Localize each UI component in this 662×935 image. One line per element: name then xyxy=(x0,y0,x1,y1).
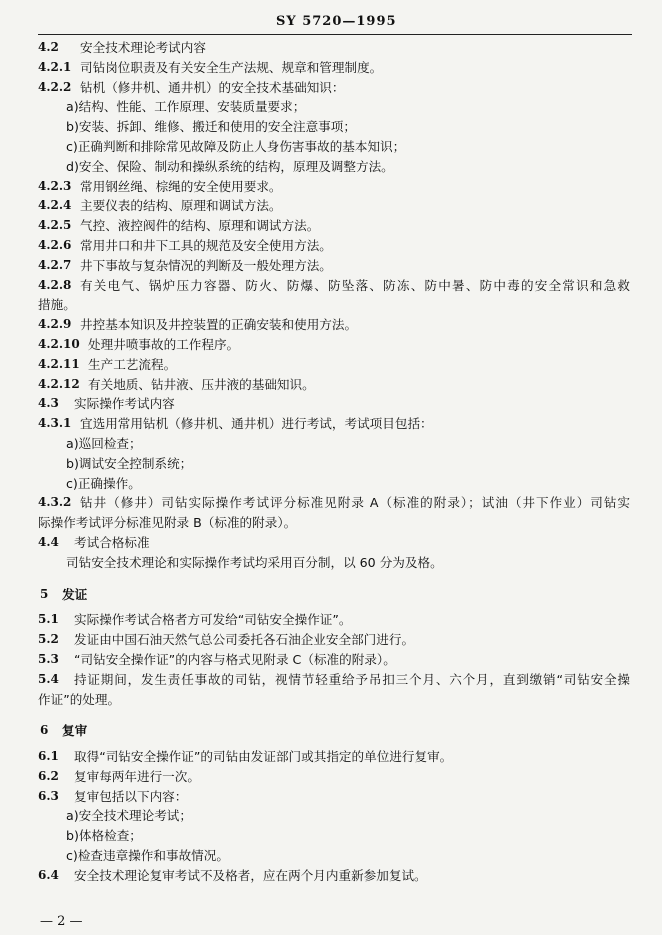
clause-number: 5.3 xyxy=(38,651,59,666)
clause-5-3 xyxy=(0,650,662,670)
list-item xyxy=(0,454,662,474)
clause-number: 4.2.10 xyxy=(38,336,80,351)
list-item xyxy=(0,806,662,826)
clause-text: 取得“司钻安全操作证”的司钻由发证部门或其指定的单位进行复审。 xyxy=(74,749,453,765)
clause-number: 4.3 xyxy=(38,396,59,411)
section-title: 复审 xyxy=(62,723,88,739)
clause-number: 4.2.11 xyxy=(38,356,80,371)
clause-text: 钻井（修井）司钻实际操作考试评分标准见附录 A（标准的附录）；试油（井下作业）司钻实 xyxy=(80,495,630,511)
clause-text: 处理井喷事故的工作程序。 xyxy=(88,336,240,352)
clause-text: 持证期间，发生责任事故的司钻，视情节轻重给予吊扣三个月、六个月，直到缴销“司钻安全操 xyxy=(74,671,630,687)
clause-4-3-2 xyxy=(0,493,662,513)
clause-text: 复审包括以下内容： xyxy=(74,788,188,804)
clause-number: 5.1 xyxy=(38,612,59,627)
clause-number: 5.2 xyxy=(38,632,59,647)
list-item-text: b)体格检查； xyxy=(66,828,142,844)
list-item-text: c)检查违章操作和事故情况。 xyxy=(66,848,229,864)
document-body xyxy=(0,38,662,886)
list-item xyxy=(0,137,662,157)
clause-6-1 xyxy=(0,747,662,767)
list-item-text: a)巡回检查； xyxy=(66,435,142,451)
list-item xyxy=(0,434,662,454)
clause-number: 4.2.6 xyxy=(38,237,72,252)
list-item-text: c)正确操作。 xyxy=(66,475,141,491)
list-item-text: b)调试安全控制系统； xyxy=(66,455,193,471)
clause-number: 4.2.9 xyxy=(38,317,72,332)
list-item xyxy=(0,474,662,494)
list-item-text: b)安装、拆卸、维修、搬迁和使用的安全注意事项； xyxy=(66,119,356,135)
clause-number: 4.3.2 xyxy=(38,495,72,510)
clause-6-2 xyxy=(0,767,662,787)
list-item-text: a)安全技术理论考试； xyxy=(66,808,192,824)
clause-4-4 xyxy=(0,533,662,553)
clause-number: 4.2.7 xyxy=(38,257,72,272)
clause-text-continued: 措施。 xyxy=(38,297,76,313)
page-header xyxy=(0,6,662,30)
clause-text: 有关电气、锅炉压力容器、防火、防爆、防坠落、防冻、防中暑、防中毒的安全常识和急救 xyxy=(80,277,630,293)
section-title: 发证 xyxy=(62,586,88,602)
clause-6-3 xyxy=(0,787,662,807)
clause-4-2-9 xyxy=(0,315,662,335)
clause-text: 实际操作考试合格者方可发给“司钻安全操作证”。 xyxy=(74,612,352,628)
clause-text: 安全技术理论复审考试不及格者，应在两个月内重新参加复试。 xyxy=(74,867,427,883)
clause-text-continued: 作证”的处理。 xyxy=(38,691,121,707)
clause-6-4 xyxy=(0,866,662,886)
standard-number: SY 5720—1995 xyxy=(276,14,397,29)
clause-text: 钻机（修井机、通井机）的安全技术基础知识： xyxy=(80,79,345,95)
list-item xyxy=(0,157,662,177)
clause-number: 6.3 xyxy=(38,788,59,803)
clause-heading: 考试合格标准 xyxy=(74,534,150,550)
clause-4-2-7 xyxy=(0,256,662,276)
page-number: — 2 — xyxy=(40,914,83,929)
list-item xyxy=(0,117,662,137)
clause-4-2-12 xyxy=(0,375,662,395)
list-item-text: c)正确判断和排除常见故障及防止人身伤害事故的基本知识； xyxy=(66,138,406,154)
clause-4-2-10 xyxy=(0,335,662,355)
clause-text: 宜选用常用钻机（修井机、通井机）进行考试，考试项目包括： xyxy=(80,416,433,432)
clause-number: 4.4 xyxy=(38,534,59,549)
clause-number: 4.2.3 xyxy=(38,178,72,193)
clause-4-2-5 xyxy=(0,216,662,236)
paragraph-text: 司钻安全技术理论和实际操作考试均采用百分制，以 60 分为及格。 xyxy=(66,554,443,570)
clause-4-2 xyxy=(0,38,662,58)
clause-4-2-1 xyxy=(0,58,662,78)
section-number: 5 xyxy=(40,586,49,601)
clause-5-4 xyxy=(0,670,662,690)
clause-number: 4.3.1 xyxy=(38,416,72,431)
clause-number: 4.2.2 xyxy=(38,79,72,94)
section-spacer xyxy=(0,573,662,585)
clause-4-2-2 xyxy=(0,78,662,98)
clause-number: 4.2.8 xyxy=(38,277,72,292)
clause-4-3-1 xyxy=(0,414,662,434)
clause-number: 5.4 xyxy=(38,671,59,686)
clause-continuation xyxy=(0,690,662,710)
clause-continuation xyxy=(0,295,662,315)
clause-number: 4.2.4 xyxy=(38,198,72,213)
clause-number: 4.2.5 xyxy=(38,218,72,233)
list-item xyxy=(0,97,662,117)
clause-number: 6.1 xyxy=(38,749,59,764)
clause-text: 生产工艺流程。 xyxy=(88,356,177,372)
clause-5-2 xyxy=(0,630,662,650)
clause-4-3 xyxy=(0,394,662,414)
clause-text: “司钻安全操作证”的内容与格式见附录 C（标准的附录）。 xyxy=(74,651,396,667)
clause-text: 常用钢丝绳、棕绳的安全使用要求。 xyxy=(80,178,282,194)
list-item-text: a)结构、性能、工作原理、安装质量要求； xyxy=(66,99,306,115)
clause-number: 4.2.1 xyxy=(38,59,72,74)
clause-text: 井下事故与复杂情况的判断及一般处理方法。 xyxy=(80,257,332,273)
section-number: 6 xyxy=(40,723,49,738)
header-rule xyxy=(38,34,632,35)
list-item-text: d)安全、保险、制动和操纵系统的结构，原理及调整方法。 xyxy=(66,158,394,174)
clause-text: 井控基本知识及井控装置的正确安装和使用方法。 xyxy=(80,317,358,333)
clause-text-continued: 际操作考试评分标准见附录 B（标准的附录）。 xyxy=(38,515,297,531)
clause-text: 常用井口和井下工具的规范及安全使用方法。 xyxy=(80,237,332,253)
clause-number: 6.2 xyxy=(38,768,59,783)
clause-heading: 安全技术理论考试内容 xyxy=(80,40,206,55)
clause-4-2-6 xyxy=(0,236,662,256)
clause-number: 4.2 xyxy=(38,40,59,54)
clause-4-2-11 xyxy=(0,355,662,375)
section-5-heading xyxy=(0,585,662,605)
clause-text: 主要仪表的结构、原理和调试方法。 xyxy=(80,198,282,214)
clause-5-1 xyxy=(0,610,662,630)
clause-text: 司钻岗位职责及有关安全生产法规、规章和管理制度。 xyxy=(80,59,383,75)
clause-text: 气控、液控阀件的结构、原理和调试方法。 xyxy=(80,218,320,234)
clause-heading: 实际操作考试内容 xyxy=(74,396,175,412)
clause-4-2-3 xyxy=(0,177,662,197)
clause-text: 复审每两年进行一次。 xyxy=(74,768,200,784)
list-item xyxy=(0,846,662,866)
clause-number: 6.4 xyxy=(38,867,59,882)
clause-continuation xyxy=(0,513,662,533)
paragraph xyxy=(0,553,662,573)
clause-text: 发证由中国石油天然气总公司委托各石油企业安全部门进行。 xyxy=(74,632,415,648)
clause-4-2-4 xyxy=(0,196,662,216)
clause-number: 4.2.12 xyxy=(38,376,80,391)
section-spacer xyxy=(0,709,662,721)
clause-4-2-8 xyxy=(0,276,662,296)
list-item xyxy=(0,826,662,846)
section-6-heading xyxy=(0,721,662,741)
clause-text: 有关地质、钻井液、压井液的基础知识。 xyxy=(88,376,315,392)
